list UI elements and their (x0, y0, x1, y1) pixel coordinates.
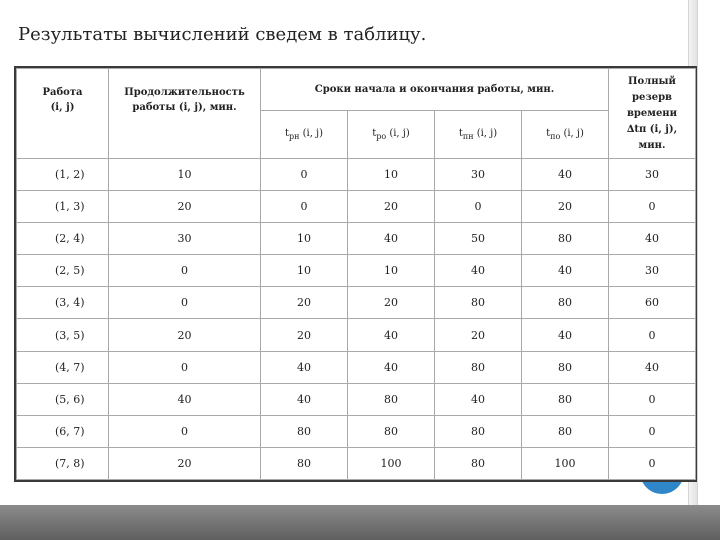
subheader-3 (522, 111, 609, 159)
page-title: Результаты вычислений сведем в таблицу. (18, 24, 427, 45)
table-cell: 20 (109, 447, 261, 479)
table-cell: 40 (261, 383, 348, 415)
subheader-rest: (i, j) (560, 127, 584, 139)
subheader-base: t (372, 127, 377, 139)
subheader-base: t (284, 127, 289, 139)
table-cell: 100 (348, 447, 435, 479)
table-cell: 20 (348, 287, 435, 319)
table-cell: 10 (109, 159, 261, 191)
table-cell: 10 (348, 255, 435, 287)
table-cell: 30 (109, 223, 261, 255)
header-duration (109, 69, 261, 159)
subheader-base: t (546, 127, 551, 139)
table-row (17, 255, 696, 287)
table-cell: 50 (435, 223, 522, 255)
subheader-sub: по (550, 131, 561, 141)
header-duration-label: Продолжительность работы (i, j), мин. (124, 87, 245, 113)
table-cell: 20 (109, 319, 261, 351)
table-cell: (3, 4) (17, 287, 109, 319)
subheader-rest: (i, j) (386, 127, 410, 139)
table-cell: 80 (261, 415, 348, 447)
table-cell: 80 (348, 415, 435, 447)
table-cell: 80 (435, 415, 522, 447)
table-cell: (3, 5) (17, 319, 109, 351)
table-cell: 20 (261, 319, 348, 351)
results-table-wrapper (14, 66, 697, 482)
table-cell: 80 (348, 383, 435, 415)
table-cell: 0 (109, 255, 261, 287)
table-cell: (2, 4) (17, 223, 109, 255)
subheader-rest: (i, j) (299, 127, 324, 139)
table-cell: (7, 8) (17, 447, 109, 479)
header-reserve-label: Полный резерв времени ∆tп (i, j), мин. (626, 75, 678, 151)
table-cell: 0 (609, 319, 696, 351)
table-cell: 0 (609, 383, 696, 415)
table-cell: 0 (109, 351, 261, 383)
table-cell: 40 (522, 159, 609, 191)
subheader-2 (435, 111, 522, 159)
subheader-0 (261, 111, 348, 159)
results-table (16, 68, 696, 480)
table-row (17, 447, 696, 479)
table-cell: 80 (522, 415, 609, 447)
table-cell: 40 (435, 383, 522, 415)
header-terms-group-label: Сроки начала и окончания работы, мин. (314, 84, 555, 95)
table-cell: 80 (522, 351, 609, 383)
subheader-sub: рн (288, 131, 300, 141)
table-cell: 0 (261, 159, 348, 191)
table-cell: 40 (348, 351, 435, 383)
header-work-label: Работа (i, j) (42, 87, 83, 113)
table-cell: 40 (522, 319, 609, 351)
table-cell: 80 (522, 223, 609, 255)
subheader-sub: ро (376, 131, 387, 141)
table-cell: (6, 7) (17, 415, 109, 447)
slide-bottom-band (0, 505, 720, 540)
table-row (17, 319, 696, 351)
table-cell: 0 (609, 415, 696, 447)
table-cell: 60 (609, 287, 696, 319)
table-cell: 40 (348, 319, 435, 351)
table-cell: 40 (348, 223, 435, 255)
table-cell: 80 (522, 287, 609, 319)
table-cell: 40 (609, 223, 696, 255)
table-cell: 20 (522, 191, 609, 223)
table-cell: 80 (522, 383, 609, 415)
table-cell: (2, 5) (17, 255, 109, 287)
table-cell: 20 (261, 287, 348, 319)
table-cell: 20 (109, 191, 261, 223)
table-row (17, 191, 696, 223)
table-cell: 10 (261, 255, 348, 287)
table-cell: 0 (109, 415, 261, 447)
header-reserve (609, 69, 696, 159)
table-row (17, 223, 696, 255)
table-cell: 80 (435, 351, 522, 383)
table-row (17, 383, 696, 415)
table-cell: 30 (609, 255, 696, 287)
table-cell: (1, 2) (17, 159, 109, 191)
table-row (17, 287, 696, 319)
table-cell: 80 (435, 447, 522, 479)
header-work (17, 69, 109, 159)
table-body (17, 159, 696, 480)
table-cell: 20 (348, 191, 435, 223)
table-cell: 30 (435, 159, 522, 191)
table-cell: 40 (109, 383, 261, 415)
subheader-base: t (458, 127, 463, 139)
table-cell: 80 (261, 447, 348, 479)
subheader-1 (348, 111, 435, 159)
header-terms-group (261, 69, 609, 111)
table-cell: 20 (435, 319, 522, 351)
table-row (17, 159, 696, 191)
table-cell: 100 (522, 447, 609, 479)
table-cell: 10 (348, 159, 435, 191)
table-cell: 80 (435, 287, 522, 319)
table-cell: 0 (261, 191, 348, 223)
table-cell: 0 (109, 287, 261, 319)
table-cell: 0 (435, 191, 522, 223)
table-cell: (4, 7) (17, 351, 109, 383)
table-cell: (1, 3) (17, 191, 109, 223)
table-row (17, 415, 696, 447)
subheader-rest: (i, j) (473, 127, 498, 139)
table-cell: 0 (609, 447, 696, 479)
subheader-sub: пн (462, 131, 474, 141)
table-cell: 40 (261, 351, 348, 383)
table-cell: 0 (609, 191, 696, 223)
table-cell: 30 (609, 159, 696, 191)
table-cell: 40 (435, 255, 522, 287)
table-cell: 10 (261, 223, 348, 255)
table-cell: 40 (522, 255, 609, 287)
table-row (17, 351, 696, 383)
table-cell: 40 (609, 351, 696, 383)
table-cell: (5, 6) (17, 383, 109, 415)
